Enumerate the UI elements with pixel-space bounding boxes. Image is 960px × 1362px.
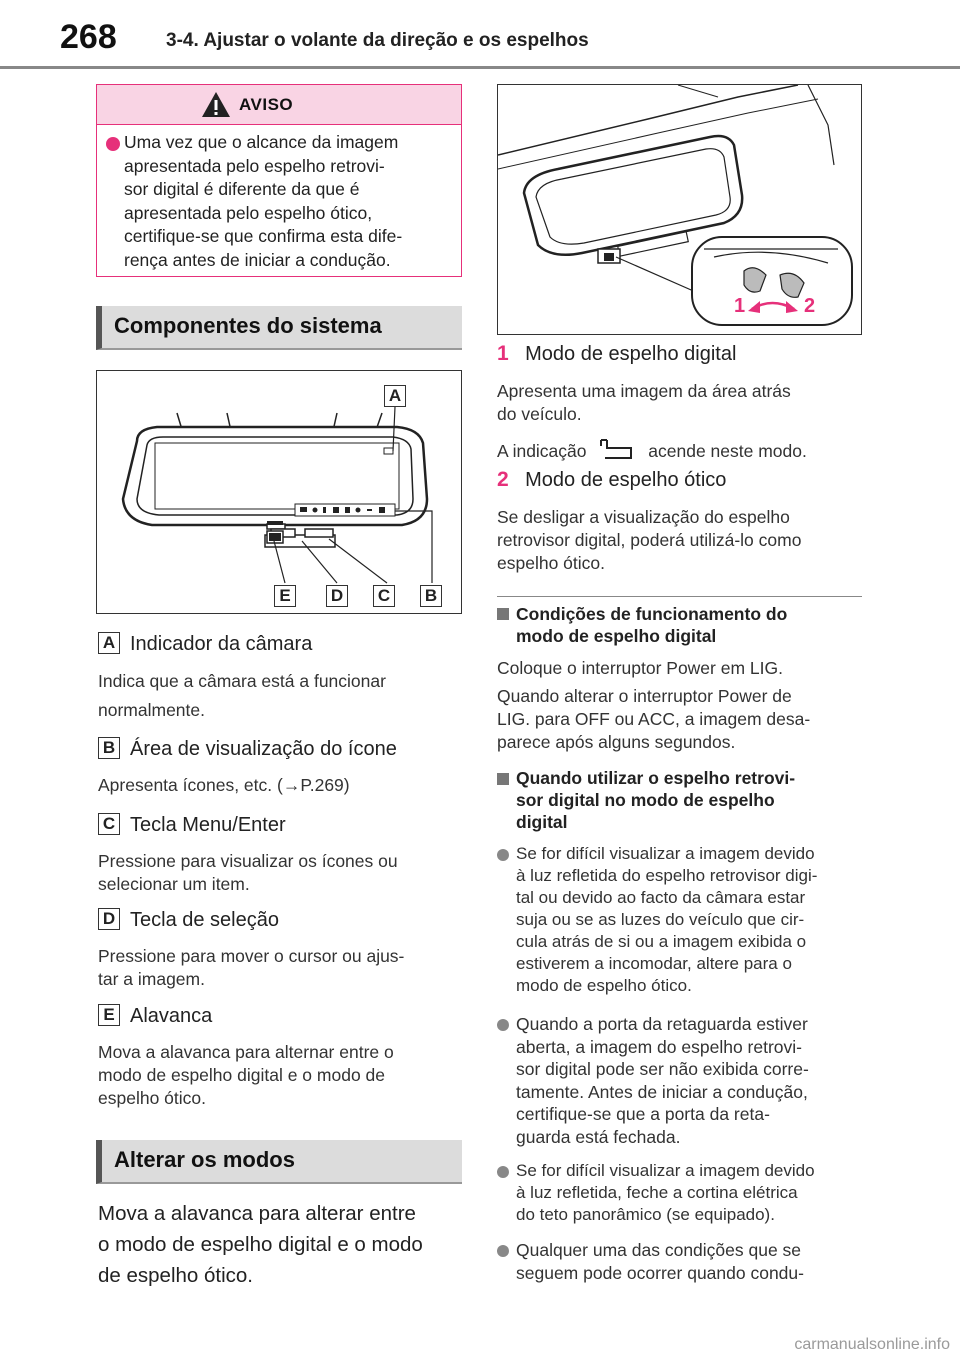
bullet-line: certifique-se que a porta da reta-: [516, 1104, 770, 1124]
warning-line: rença antes de iniciar a condução.: [124, 249, 391, 270]
modes-line: de espelho ótico.: [98, 1264, 254, 1287]
item-letter: D: [98, 908, 120, 930]
usage-bullet-3: [516, 1160, 815, 1226]
usage-heading: [516, 767, 795, 833]
item-letter: E: [98, 1004, 120, 1026]
components-heading: [96, 306, 462, 350]
warning-text: [124, 131, 454, 272]
bullet-icon: [106, 137, 120, 151]
warning-line: certifique-se que confirma esta dife-: [124, 226, 403, 246]
item-desc: normalmente.: [98, 700, 205, 720]
mode-number: 2: [497, 468, 509, 491]
mode-number: 1: [497, 342, 509, 365]
item-desc: Pressione para visualizar os ícones ou: [98, 851, 398, 871]
mode-desc: espelho ótico.: [497, 553, 605, 573]
item-letter: C: [98, 813, 120, 835]
bullet-icon: [497, 1019, 509, 1031]
conditions-heading: [516, 603, 787, 647]
bullet-line: do teto panorâmico (se equipado).: [516, 1205, 775, 1224]
conditions-heading-line: modo de espelho digital: [516, 626, 717, 646]
mode-desc: Apresenta uma imagem da área atrás: [497, 381, 791, 401]
bullet-line: Quando a porta da retaguarda estiver: [516, 1014, 808, 1034]
item-desc: Apresenta ícones, etc. (→P.269): [98, 775, 350, 795]
bullet-line: à luz refletida do espelho retrovisor digi-: [516, 866, 818, 885]
square-bullet-icon: [497, 608, 509, 620]
bullet-icon: [497, 1245, 509, 1257]
bullet-line: tal ou devido ao facto da câmara estar: [516, 888, 806, 907]
modes-line: Mova a alavanca para alterar entre: [98, 1202, 416, 1225]
modes-heading-text: Alterar os modos: [114, 1147, 295, 1172]
figure-label-c: C: [373, 585, 395, 607]
usage-heading-line: Quando utilizar o espelho retrovi-: [516, 768, 796, 788]
bullet-line: modo de espelho ótico.: [516, 976, 692, 995]
bullet-line: Qualquer uma das condições que se: [516, 1240, 802, 1260]
bullet-line: seguem pode ocorrer quando condu-: [516, 1262, 804, 1283]
bullet-icon: [497, 849, 509, 861]
footer-watermark: carmanualsonline.info: [794, 1336, 950, 1353]
bullet-line: sor digital pode ser não exibida corre-: [516, 1059, 809, 1079]
mode-1-desc: [497, 380, 791, 426]
indicator-text-before: A indicação: [497, 441, 587, 461]
camera-indicator-icon: [597, 438, 637, 460]
warning-triangle-icon: [201, 91, 231, 118]
figure-label-2: 2: [804, 295, 816, 317]
item-desc: Mova a alavanca para alternar entre o: [98, 1042, 394, 1062]
warning-line: apresentada pelo espelho retrovi-: [124, 155, 385, 176]
modes-heading: [96, 1140, 462, 1184]
warning-header: [97, 85, 461, 125]
mirror-illustration: [97, 371, 460, 612]
bullet-line: à luz refletida, feche a cortina elétrica: [516, 1183, 798, 1202]
warning-line: sor digital é diferente da que é: [124, 179, 360, 199]
mirror-components-figure: [96, 370, 462, 614]
conditions-text: Coloque o interruptor Power em LIG.: [497, 658, 783, 678]
divider: [497, 596, 862, 597]
figure-label-a: A: [384, 385, 406, 407]
figure-label-e: E: [274, 585, 296, 607]
bullet-line: guarda está fechada.: [516, 1126, 681, 1147]
warning-line: Uma vez que o alcance da imagem: [124, 132, 399, 152]
item-desc: tar a imagem.: [98, 969, 205, 989]
usage-bullet-2: [516, 1013, 809, 1148]
item-desc: Indica que a câmara está a funcionar: [98, 671, 386, 691]
components-heading-text: Componentes do sistema: [114, 313, 382, 338]
item-title: Tecla de seleção: [130, 909, 279, 931]
item-title: Indicador da câmara: [130, 633, 313, 655]
usage-heading-line: digital: [516, 812, 568, 832]
usage-bullet-4: [516, 1239, 804, 1284]
conditions-heading-line: Condições de funcionamento do: [516, 604, 788, 624]
warning-box: [96, 84, 462, 277]
mode-2: [497, 468, 867, 492]
bullet-line: aberta, a imagem do espelho retrovi-: [516, 1036, 802, 1057]
figure-label-1: 1: [734, 295, 746, 317]
warning-line: apresentada pelo espelho ótico,: [124, 202, 373, 223]
mode-desc: Se desligar a visualização do espelho: [497, 507, 790, 527]
item-title: Tecla Menu/Enter: [130, 814, 286, 836]
modes-text: [98, 1198, 423, 1291]
bullet-icon: [497, 1166, 509, 1178]
lever-figure: [497, 84, 862, 335]
item-title: Alavanca: [130, 1005, 213, 1027]
bullet-line: cula atrás de si ou a imagem exibida o: [516, 932, 807, 951]
item-desc: selecionar um item.: [98, 874, 250, 894]
header-divider: [0, 66, 960, 69]
item-letter: B: [98, 737, 120, 759]
bullet-line: Se for difícil visualizar a imagem devido: [516, 844, 815, 863]
conditions-line: LIG. para OFF ou ACC, a imagem desa-: [497, 709, 811, 729]
item-letter: A: [98, 632, 120, 654]
mode-1: [497, 342, 867, 366]
mode-2-desc: [497, 506, 801, 575]
bullet-line: suja ou se as luzes do veículo que cir-: [516, 910, 805, 929]
bullet-line: estiverem a incomodar, altere para o: [516, 954, 792, 973]
conditions-line: Quando alterar o interruptor Power de: [497, 686, 792, 706]
figure-label-b: B: [420, 585, 442, 607]
item-desc: espelho ótico.: [98, 1088, 206, 1108]
warning-label: AVISO: [239, 95, 294, 114]
usage-bullet-1: [516, 843, 817, 997]
figure-label-d: D: [326, 585, 348, 607]
mode-title: Modo de espelho ótico: [525, 469, 727, 491]
mode-title: Modo de espelho digital: [525, 343, 737, 365]
mode-desc: do veículo.: [497, 404, 582, 424]
conditions-text-2: [497, 685, 810, 754]
item-desc: modo de espelho digital e o modo de: [98, 1065, 386, 1085]
bullet-line: tamente. Antes de iniciar a condução,: [516, 1081, 808, 1102]
modes-line: o modo de espelho digital e o modo: [98, 1233, 423, 1256]
mode-desc: retrovisor digital, poderá utilizá-lo como: [497, 530, 802, 550]
mode-1-indicator: [497, 438, 807, 463]
section-title: 3-4. Ajustar o volante da direção e os espelhos: [166, 30, 589, 51]
square-bullet-icon: [497, 773, 509, 785]
item-desc: Pressione para mover o cursor ou ajus-: [98, 946, 405, 966]
item-title: Área de visualização do ícone: [130, 738, 397, 760]
page-number: 268: [60, 18, 117, 56]
bullet-line: Se for difícil visualizar a imagem devido: [516, 1161, 815, 1180]
usage-heading-line: sor digital no modo de espelho: [516, 790, 775, 810]
conditions-line: parece após alguns segundos.: [497, 732, 736, 752]
indicator-text-after: acende neste modo.: [648, 441, 807, 461]
